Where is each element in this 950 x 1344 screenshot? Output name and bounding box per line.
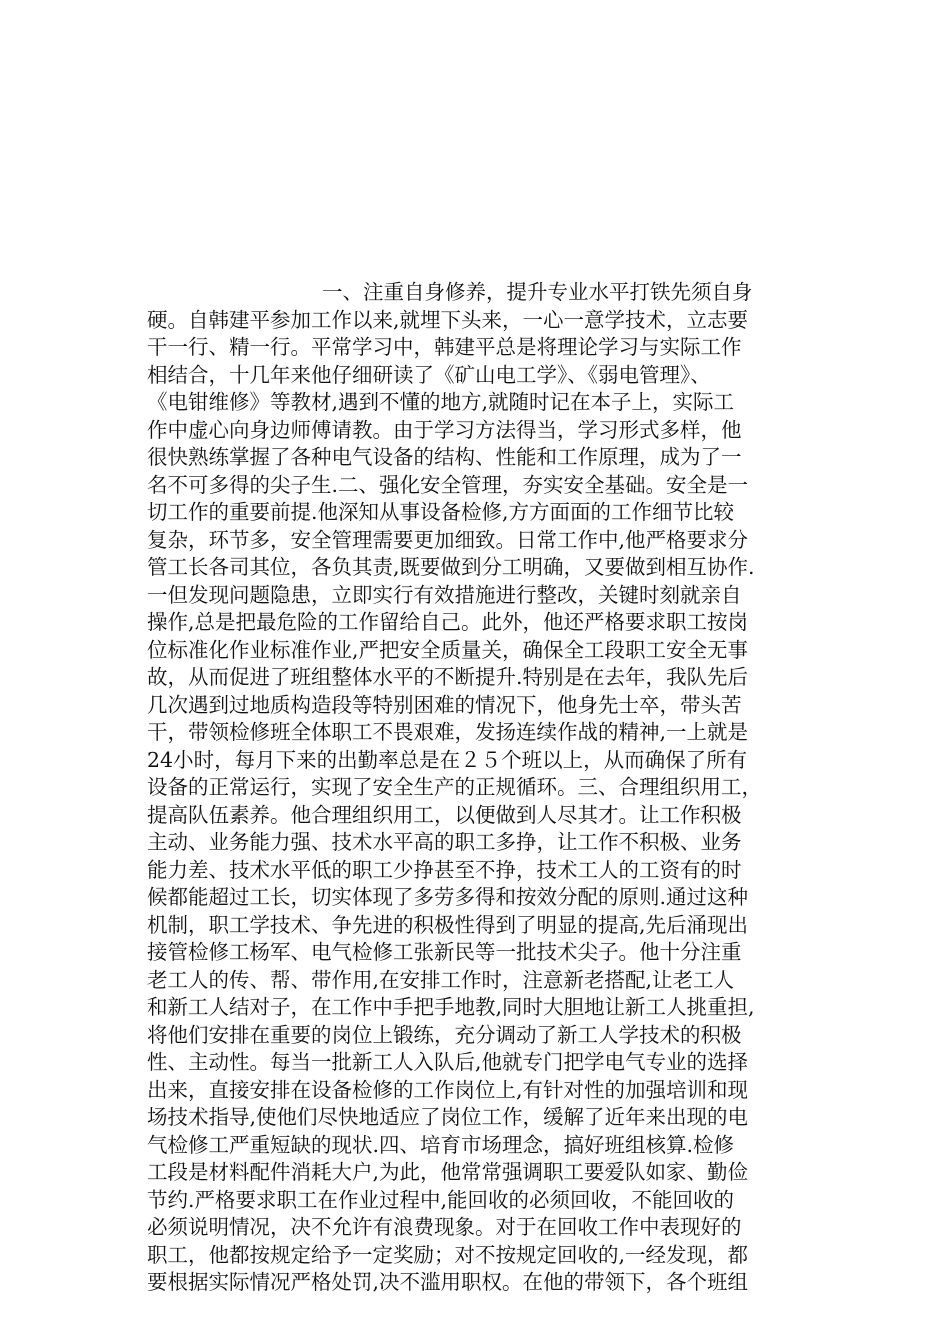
text-line: 和新工人结对子，在工作中手把手地教,同时大胆地让新工人挑重担,	[147, 995, 755, 1019]
text-line: 提高队伍素养。他合理组织用工，以便做到人尽其才。让工作积极	[147, 802, 742, 827]
text-line: 硬。自韩建平参加工作以来,就埋下头来，一心一意学技术，立志要	[147, 307, 749, 332]
text-line: 能力差、技术水平低的职工少挣甚至不挣，技术工人的工资有的时	[147, 857, 742, 882]
text-line: 复杂，环节多，安全管理需要更加细致。日常工作中,他严格要求分	[147, 527, 749, 552]
text-line: 一但发现问题隐患，立即实行有效措施进行整改，关键时刻就亲自	[147, 582, 742, 607]
text-line: 作中虚心向身边师傅请教。由于学习方法得当，学习形式多样，他	[147, 417, 742, 442]
text-line: 位标准化作业标准作业,严把安全质量关，确保全工段职工安全无事	[147, 637, 749, 662]
text-line: 相结合，十几年来他仔细研读了《矿山电工学》、《弱电管理》、	[147, 362, 711, 387]
text-line: 一、注重自身修养，提升专业水平打铁先须自身	[322, 280, 753, 304]
text-line: 管工长各司其位，各负其责,既要做到分工明确，又要做到相互协作.	[147, 555, 755, 579]
text-line: 干，带领检修班全体职工不畏艰难，发扬连续作战的精神,一上就是	[147, 720, 749, 744]
text-line: 24小时，每月下来的出勤率总是在２５个班以上，从而确保了所有	[147, 747, 748, 772]
text-line: 必须说明情况，决不允许有浪费现象。对于在回收工作中表现好的	[147, 1215, 742, 1239]
text-line: 性、主动性。每当一批新工人入队后,他就专门把学电气专业的选择	[147, 1050, 749, 1074]
text-line: 切工作的重要前提.他深知从事设备检修,方方面面的工作细节比较	[147, 500, 735, 524]
text-line: 几次遇到过地质构造段等特别困难的情况下，他身先士卒，带头苦	[147, 692, 742, 717]
text-line: 老工人的传、帮、带作用,在安排工作时，注意新老搭配,让老工人	[147, 967, 735, 992]
text-line: 节约.严格要求职工在作业过程中,能回收的必须回收，不能回收的	[147, 1187, 735, 1212]
text-line: 气检修工严重短缺的现状.四、培育市场理念，搞好班组核算.检修	[147, 1132, 735, 1157]
text-line: 名不可多得的尖子生.二、强化安全管理，夯实安全基础。安全是一	[147, 472, 749, 497]
text-line: 设备的正常运行，实现了安全生产的正规循环。三、合理组织用工，	[147, 775, 762, 799]
text-line: 机制，职工学技术、争先进的积极性得到了明显的提高,先后涌现出	[147, 912, 749, 937]
body-text	[147, 279, 813, 1297]
text-line: 《电钳维修》等教材,遇到不懂的地方,就随时记在本子上，实际工	[147, 390, 735, 414]
text-line: 很快熟练掌握了各种电气设备的结构、性能和工作原理，成为了一	[147, 445, 742, 469]
text-line: 操作,总是把最危险的工作留给自己。此外，他还严格要求职工按岗	[147, 610, 749, 634]
text-line: 要根据实际情况严格处罚,决不滥用职权。在他的带领下，各个班组	[147, 1270, 749, 1294]
text-line: 工段是材料配件消耗大户,为此，他常常强调职工要爱队如家、勤俭	[147, 1160, 749, 1184]
text-line: 职工，他都按规定给予一定奖励；对不按规定回收的,一经发现，都	[147, 1242, 749, 1267]
text-line: 将他们安排在重要的岗位上锻练，充分调动了新工人学技术的积极	[147, 1022, 742, 1047]
text-line: 接管检修工杨军、电气检修工张新民等一批技术尖子。他十分注重	[147, 940, 742, 964]
text-line: 出来，直接安排在设备检修的工作岗位上,有针对性的加强培训和现	[147, 1077, 749, 1102]
text-line: 干一行、精一行。平常学习中，韩建平总是将理论学习与实际工作	[147, 335, 742, 359]
text-line: 场技术指导,使他们尽快地适应了岗位工作，缓解了近年来出现的电	[147, 1105, 749, 1129]
text-line: 候都能超过工长，切实体现了多劳多得和按效分配的原则.通过这种	[147, 885, 749, 909]
text-line: 故，从而促进了班组整体水平的不断提升.特别是在去年，我队先后	[147, 665, 749, 689]
text-line: 主动、业务能力强、技术水平高的职工多挣，让工作不积极、业务	[147, 830, 742, 854]
